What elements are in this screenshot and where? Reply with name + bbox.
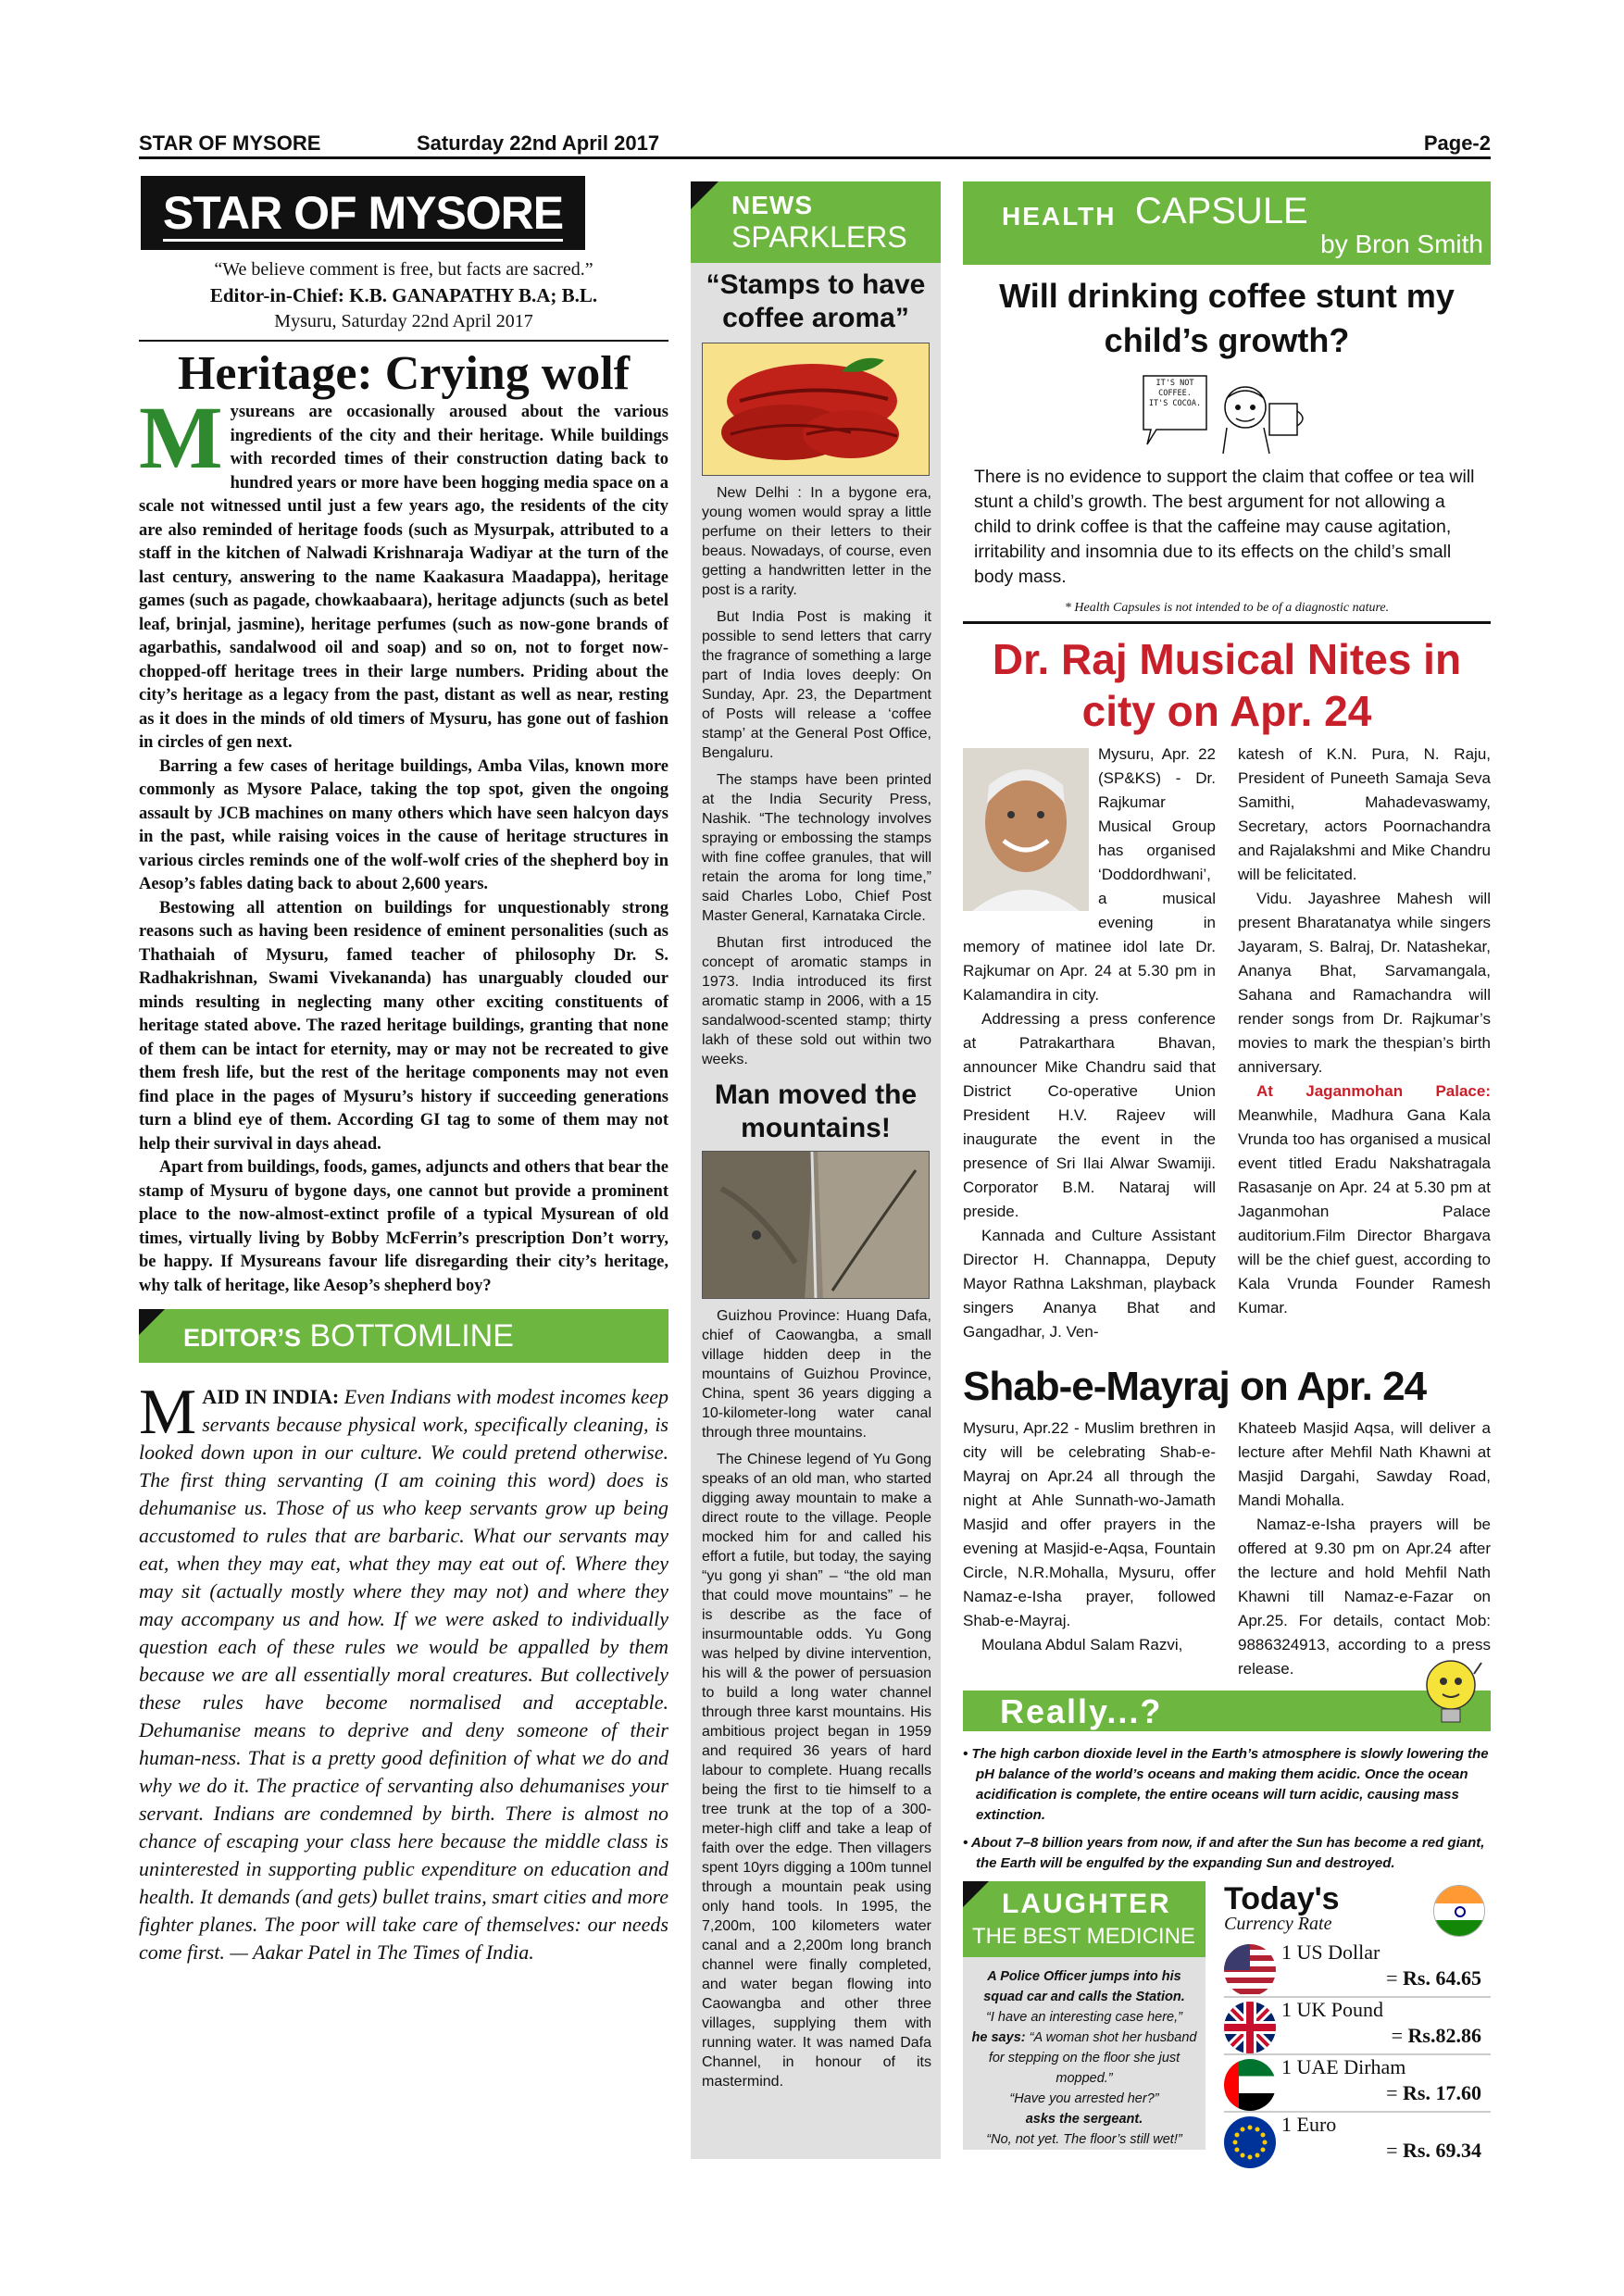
shab-headline: Shab-e-Mayraj on Apr. 24 [963, 1364, 1427, 1409]
raj-para-6: Meanwhile, Madhura Gana Kala Vrunda too has organised a musical event titled Eradu Nakshatragala Rasasanje on Apr. 24 at 5.30 pm at Jaganmohan Palace auditorium.Film Director Bhargava will be the chief guest, according to Kala Vrunda Founder Ramesh Kumar. [1238, 1106, 1491, 1316]
bottomline-credit: — Aakar Patel in The Times of India. [230, 1940, 534, 1964]
raj-para-4: katesh of K.N. Pura, N. Raju, President of Puneeth Samaja Seva Samithi, Mahadevaswamy, Secretary, actors Poornachandra and Rajalakshmi and Mike Chandru will be felicitated. [1238, 745, 1491, 883]
raj-para-1: Mysuru, Apr. 22 (SP&KS) - Dr. Rajkumar Musical Group has organised ‘Doddordhwani’, a musical evening in memory of matinee idol late Dr. Rajkumar on Apr. 24 at 5.30 pm in Kalamandira in city. [963, 745, 1216, 1004]
health-banner-text: CAPSULE [1135, 191, 1308, 231]
laughter-box [963, 1881, 1206, 2150]
drop-cap: M [139, 388, 223, 487]
raj-para-5: Vidu. Jayashree Mahesh will present Bharatanatya while singers Jayaram, S. Balraj, Dr. Natashekar, Ananya Bhat, Sarvamangala, Sahana and Ramachandra will render songs from Dr. Rajkumar’s movies to mark the thespian’s birth anniversary. [1238, 890, 1491, 1076]
laughter-subtitle: THE BEST MEDICINE [972, 1924, 1195, 1949]
equals-sign: = [1386, 1966, 1398, 1990]
mountains-para-2: The Chinese legend of Yu Gong speaks of an old man, who started digging away mountain to make a direct route to the village. People mocked him for and called his effort a futile, but today, the saying “yu gong yi shan” – “the old man that could move mountains” – he is describe as the face of insurmountable odds. Yu Gong was helped by divine intervention, his will & the power of persuasion to build a long water channel through three karst mountains. His ambitious project began in 1959 and required 36 years of hard labour to complete. Huang recalls being the first to tie himself to a tree trunk at the top of a 300-meter-high cliff and take a leap of faith over the edge. Then villagers spent 10yrs digging a 100m tunnel through a mountain peak using only hand tools. In 1995, the 7,200m, 100 kilometers water canal and a 2,200m long branch channel were finally completed, and water began flowing into Caowangba and other three villages, supplying them with running water. It was named Dafa Channel, in honour of its mastermind. [702, 1452, 931, 2090]
mountains-headline: Man moved the mountains! [714, 1079, 918, 1143]
joke-line-4: “A woman shot her husband for stepping on the floor she just mopped.” [988, 2030, 1197, 2086]
us-flag-icon [1224, 1944, 1276, 1996]
bottomline-banner-bold: EDITOR’S [183, 1324, 302, 1352]
stamps-story [691, 483, 941, 1069]
currency-name: 1 Euro [1281, 2113, 1337, 2136]
banner-line-2: SPARKLERS [731, 220, 907, 254]
really-fact-1: • The high carbon dioxide level in the Earth’s atmosphere is slowly lowering the pH balance of the world’s oceans and making them acidic. Once the ocean acidification is complete, the entire oceans will turn acidic, causing mass extinction. [963, 1746, 1489, 1823]
joke-line-3: he says: [971, 2030, 1026, 2045]
rajkumar-portrait [963, 748, 1089, 911]
masthead-logo [141, 176, 585, 250]
news-sparklers-column [691, 181, 941, 2159]
coffee-beans-image [702, 343, 930, 476]
coffee-cartoon [1134, 370, 1319, 455]
masthead-name: STAR OF MYSORE [163, 187, 563, 242]
joke-line-7: “No, not yet. The floor’s still wet!” [986, 2132, 1182, 2147]
editorial-column [139, 176, 668, 2176]
really-fact-2: • About 7–8 billion years from now, if and after the Sun has become a red giant, the Earth will be engulfed by the expanding Sun and destroyed. [963, 1835, 1485, 1871]
stamps-headline: “Stamps to have coffee aroma” [706, 269, 926, 333]
shab-para-2: Moulana Abdul Salam Razvi, [981, 1636, 1183, 1653]
mountains-story [691, 1306, 941, 2091]
bottom-boxes [963, 1881, 1491, 2170]
joke-line-6: asks the sergeant. [1025, 2112, 1143, 2127]
news-sparklers-banner [691, 181, 941, 263]
raj-para-3: Kannada and Culture Assistant Director H. Channappa, Deputy Mayor Rathna Lakshman, playback singers Ananya Bhat and Gangadhar, J. Ven- [963, 1227, 1216, 1341]
eu-flag-icon [1224, 2116, 1276, 2168]
stamps-para-1: New Delhi : In a bygone era, young women would spray a little perfume on their letters to their beaus. Nowadays, of course, even getting a handwritten letter in the post is a rarity. [702, 485, 931, 598]
health-answer: There is no evidence to support the claim that coffee or tea will stunt a child’s growth. The best argument for not allowing a child to drink coffee is that the caffeine may cause agitation, irritability and insomnia due to its effects on the child’s small body mass. [974, 467, 1475, 587]
bottomline-body [139, 1377, 669, 1966]
health-disclaimer: * Health Capsules is not intended to be of a diagnostic nature. [1064, 601, 1390, 615]
equals-sign: = [1386, 2081, 1398, 2104]
health-byline: by Bron Smith [1320, 230, 1483, 258]
currency-rate: Rs. 64.65 [1403, 1966, 1481, 1990]
bottomline-text: Even Indians with modest incomes keep servants because physical work, specifically cleaning, is looked down upon in our culture. We could pretend otherwise. The first thing servanting (I am coining this word) does is dehumanise us. Those of us who keep servants grow up being accustomed to rules that are barbaric. What our servants may eat, when they may eat, what they may eat out of. Where they may sit (actually mostly where they may not) and where they may accompany us and how. If we were asked to individually question each of these rules we would be appalled by them because we are all essentially moral creatures. But collectively these rules have become normalised and acceptable. Dehumanise means to deprive and deny someone of their human-ness. That is a pretty good definition of what we do and why we do it. The practice of servanting also dehumanises your servant. Indians are condemned by birth. There is almost no chance of escaping your class here because the middle class is uninterested in supporting public expenditure on education and health. It demands (and gets) bullet trains, smart cities and more fighter planes. The poor will take care of themselves: our needs come first. [139, 1385, 669, 1964]
page-number: Page-2 [1423, 131, 1491, 155]
currency-subtitle: Currency Rate [1224, 1914, 1332, 1934]
stamps-para-2: But India Post is making it possible to send letters that carry the fragrance of something a large part of India loves deeply: On Sunday, Apr. 23, the Department of Posts will release a ‘coffee stamp’ at the General Post Office, Bengaluru. [702, 609, 931, 761]
issue-date: Saturday 22nd April 2017 [417, 131, 660, 155]
banner-corner [139, 1309, 165, 1335]
laughter-joke [963, 1957, 1206, 2159]
really-title: Really...? [1000, 1692, 1163, 1730]
paper-name: STAR OF MYSORE [139, 131, 321, 155]
shab-para-3: Khateeb Masjid Aqsa, will deliver a lecture after Mehfil Nath Khawni at Masjid Dargahi, Sawday Road, Mandi Mohalla. [1238, 1419, 1491, 1509]
currency-rate: Rs.82.86 [1407, 2024, 1481, 2047]
editorial-para-1: ysureans are occasionally aroused about the various ingredients of the city and their heritage. While buildings with recorded times of their construction dating back to hundred years or more have been hogging media space on a scale not witnessed until just a few years ago, the residents of the city are also reminded of heritage foods (such as Mysurpak, attributed to a staff in the kitchen of Nalwadi Krishnaraja Wadiyar at the turn of the last century, answering to the name Kaakasura Maadappa), heritage games (such as pagade, chowkaabaara), heritage adjuncts (such as betel leaf, brinjal, jasmine), heritage perfumes (such as now-gone brands of agarbathis, sandalwood oil and soap) and so on, not to forget now-chopped-off heritage trees in their large numbers. Priding about the city’s heritage as a legacy from the past, distant as well as near, resting as it does in the minds of old timers of Mysuru, has gone out of fashion in circles of gen next. [139, 403, 668, 752]
shab-para-4: Namaz-e-Isha prayers will be offered at 9.30 pm on Apr.24 after the lecture and hold Mehfil Nath Khawni till Namaz-e-Fazar on Apr.25. For details, contact Mob: 9886324913, according to a press release. [1238, 1516, 1491, 1678]
health-banner-bold: HEALTH [1002, 202, 1117, 231]
laughter-title: LAUGHTER [1002, 1889, 1171, 1919]
really-banner [963, 1691, 1491, 1731]
banner-line-1: NEWS [731, 191, 813, 219]
raj-story [963, 742, 1491, 1344]
laughter-banner [963, 1881, 1206, 1957]
currency-rate: Rs. 17.60 [1403, 2081, 1481, 2104]
drop-cap: M [139, 1377, 197, 1448]
editorial-para-3: Bestowing all attention on buildings for unquestionably strong reasons such as having been residence of eminent personalities (such as Thathaiah of Mysuru, famed teacher of philosophy Dr. S. Radhakrishnan, Swami Vivekananda) has unarguably clouded our minds resulting in neglecting many other exciting constituents of heritage stated above. The razed heritage buildings, granting that none of them can be intact for eternity, may or may not be recreated to give them fresh life, but the rest of the heritage components may not even find place in the pages of Mysuru’s history if succeeding generations turn a blind eye of them. According GI tag to some of them may not help their survival in days ahead. [139, 898, 668, 1154]
joke-line-5: “Have you arrested her?” [1009, 2091, 1159, 2106]
raj-para-2: Addressing a press conference at Patrakarthara Bhavan, announcer Mike Chandru said that District Co-operative Union President H.V. Rajeev will inaugurate the event in the presence of Sri Ilai Alwar Swamiji. Corporator B.M. Nataraj will preside. [963, 1010, 1216, 1220]
editorial-title: Heritage: Crying wolf [177, 347, 631, 400]
shab-story [963, 1416, 1491, 1681]
mountain-canal-photo [702, 1151, 930, 1299]
currency-rate: Rs. 69.34 [1403, 2139, 1481, 2162]
editorial-para-4: Apart from buildings, foods, games, adjuncts and others that bear the stamp of Mysuru of bygone days, one cannot but provide a prominent place to the now-almost-extinct profile of a typical Mysurean of old times, virtually living by Bobby McFerrin’s prescription Don’t worry, be happy. If Mysureans favour life disregarding their city’s heritage, why talk of heritage, like Aesop’s shepherd boy? [139, 1158, 668, 1295]
currency-row [1224, 2113, 1491, 2170]
joke-line-2: “I have an interesting case here,” [986, 2010, 1182, 2025]
right-column [963, 181, 1491, 2163]
currency-row [1224, 2055, 1491, 2113]
editorial-body [139, 388, 668, 1298]
banner-corner [691, 181, 718, 209]
currency-name: 1 US Dollar [1281, 1940, 1380, 1964]
stamps-para-3: The stamps have been printed at the India Security Press, Nashik. “The technology involves spraying or embossing the stamps with fine coffee granules, that will retain the aroma for long time,” said Charles Lobo, Chief Post Master General, Karnataka Circle. [702, 772, 931, 924]
uk-flag-icon [1224, 2002, 1276, 2053]
currency-row [1224, 1940, 1491, 1998]
stamps-para-4: Bhutan first introduced the concept of aromatic stamps in 1973. India introduced its first aromatic stamp in 2006, with a 15 sandalwood-scented stamp; thirty lakh of these sold out within two weeks. [702, 935, 931, 1067]
equals-sign: = [1386, 2139, 1398, 2162]
cartoon-speech: IT'S NOT COFFEE. IT'S COCOA. [1148, 379, 1202, 408]
joke-line-1: A Police Officer jumps into his squad car and calls the Station. [983, 1969, 1185, 2004]
editorial-para-2: Barring a few cases of heritage buildings, Amba Vilas, known more commonly as Mysore Palace, taking the top spot, given the ongoing assault by JCB machines on many others which have seen halcyon days in the past, while raising voices in the cause of heritage structures in various circles reminds one of the wolf-wolf cries of the shepherd boy in Aesop’s fables dating back to about 2,600 years. [139, 756, 668, 893]
currency-name: 1 UAE Dirham [1281, 2055, 1406, 2078]
banner-corner [963, 1881, 989, 1907]
lightbulb-icon [1418, 1655, 1483, 1729]
shab-para-1: Mysuru, Apr.22 - Muslim brethren in city will be celebrating Shab-e-Mayraj on Apr.24 all through the night at Ahle Sunnath-wo-Jamath Masjid and offer prayers in the evening at Masjid-e-Aqsa, Fountain Circle, N.R.Mohalla, Mysuru, offer Namaz-e-Isha prayer, followed Shab-e-Mayraj. [963, 1419, 1216, 1629]
really-facts [963, 1744, 1491, 1874]
raj-headline: Dr. Raj Musical Nites in city on Apr. 24 [992, 635, 1462, 735]
bottomline-banner-text: BOTTOMLINE [309, 1318, 514, 1354]
jaganmohan-subhead: At Jaganmohan Palace: [1256, 1082, 1491, 1100]
currency-name: 1 UK Pound [1281, 1998, 1384, 2021]
masthead-quote: “We believe comment is free, but facts are sacred.” [214, 259, 593, 280]
currency-title: Today's [1224, 1881, 1340, 1916]
divider [139, 340, 668, 342]
divider [963, 621, 1491, 624]
page-header-strip [139, 131, 1491, 159]
india-flag-icon [1433, 1885, 1485, 1937]
health-question: Will drinking coffee stunt my child’s growth? [999, 277, 1455, 359]
uae-flag-icon [1224, 2059, 1276, 2111]
health-capsule-banner [963, 181, 1491, 265]
masthead-dateline: Mysuru, Saturday 22nd April 2017 [274, 311, 533, 331]
bottomline-banner [139, 1309, 668, 1363]
equals-sign: = [1391, 2024, 1404, 2047]
currency-box [1224, 1881, 1491, 2170]
bottomline-lead: AID IN INDIA: [202, 1385, 340, 1408]
masthead-editor: Editor-in-Chief: K.B. GANAPATHY B.A; B.L. [209, 284, 598, 306]
mountains-para-1: Guizhou Province: Huang Dafa, chief of Caowangba, a small village hidden deep in the mountains of Guizhou Province, China, spent 36 years digging a 10-kilometer-long water canal through three mountains. [702, 1308, 931, 1441]
currency-row [1224, 1998, 1491, 2055]
